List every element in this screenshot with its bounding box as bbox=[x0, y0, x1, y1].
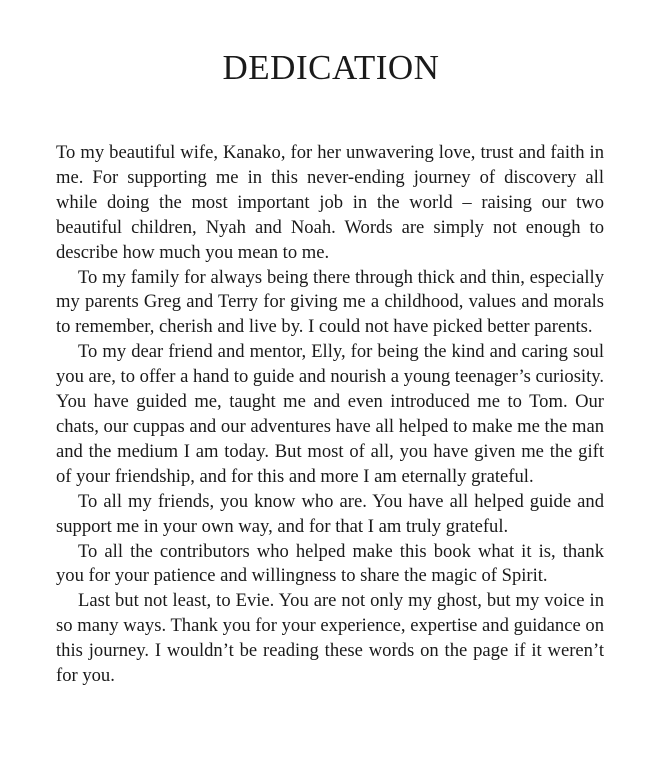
paragraph-wife: To my beautiful wife, Kanako, for her unwavering love, trust and faith in me. For supporting me in this never-ending journey of discovery all while doing the most important job in the world – raising our two beautiful children, Nyah and Noah. Words are simply not enough to describe how much you mean to me. bbox=[56, 142, 604, 263]
paragraph-mentor: To my dear friend and mentor, Elly, for being the kind and caring soul you are, to offer a hand to guide and nourish a young teenager’s curiosity. You have guided me, taught me and even introduced me to Tom. Our chats, our cuppas and our adventures have all helped to make me the man and the medium I am today. But most of all, you have given me the gift of your friendship, and for this and more I am eternally grateful. bbox=[56, 341, 605, 487]
paragraph-friends: To all my friends, you know who are. You have all helped guide and support me in your own way, and for that I am truly grateful. bbox=[56, 490, 604, 537]
paragraph-family: To my family for always being there through thick and thin, especially my parents Greg and Terry for giving me a childhood, values and morals to remember, cherish and live by. I could not have picked better parents. bbox=[56, 266, 604, 338]
paragraph-evie: Last but not least, to Evie. You are not only my ghost, but my voice in so many ways. Thank you for your experience, expertise and guidance on this journey. I wouldn’t be reading these words on the page if it weren’t for you. bbox=[56, 590, 604, 687]
dedication-text bbox=[56, 141, 604, 689]
page-title: DEDICATION bbox=[222, 48, 440, 87]
paragraph-contributors: To all the contributors who helped make this book what it is, thank you for your patience and willingness to share the magic of Spirit. bbox=[56, 540, 604, 587]
